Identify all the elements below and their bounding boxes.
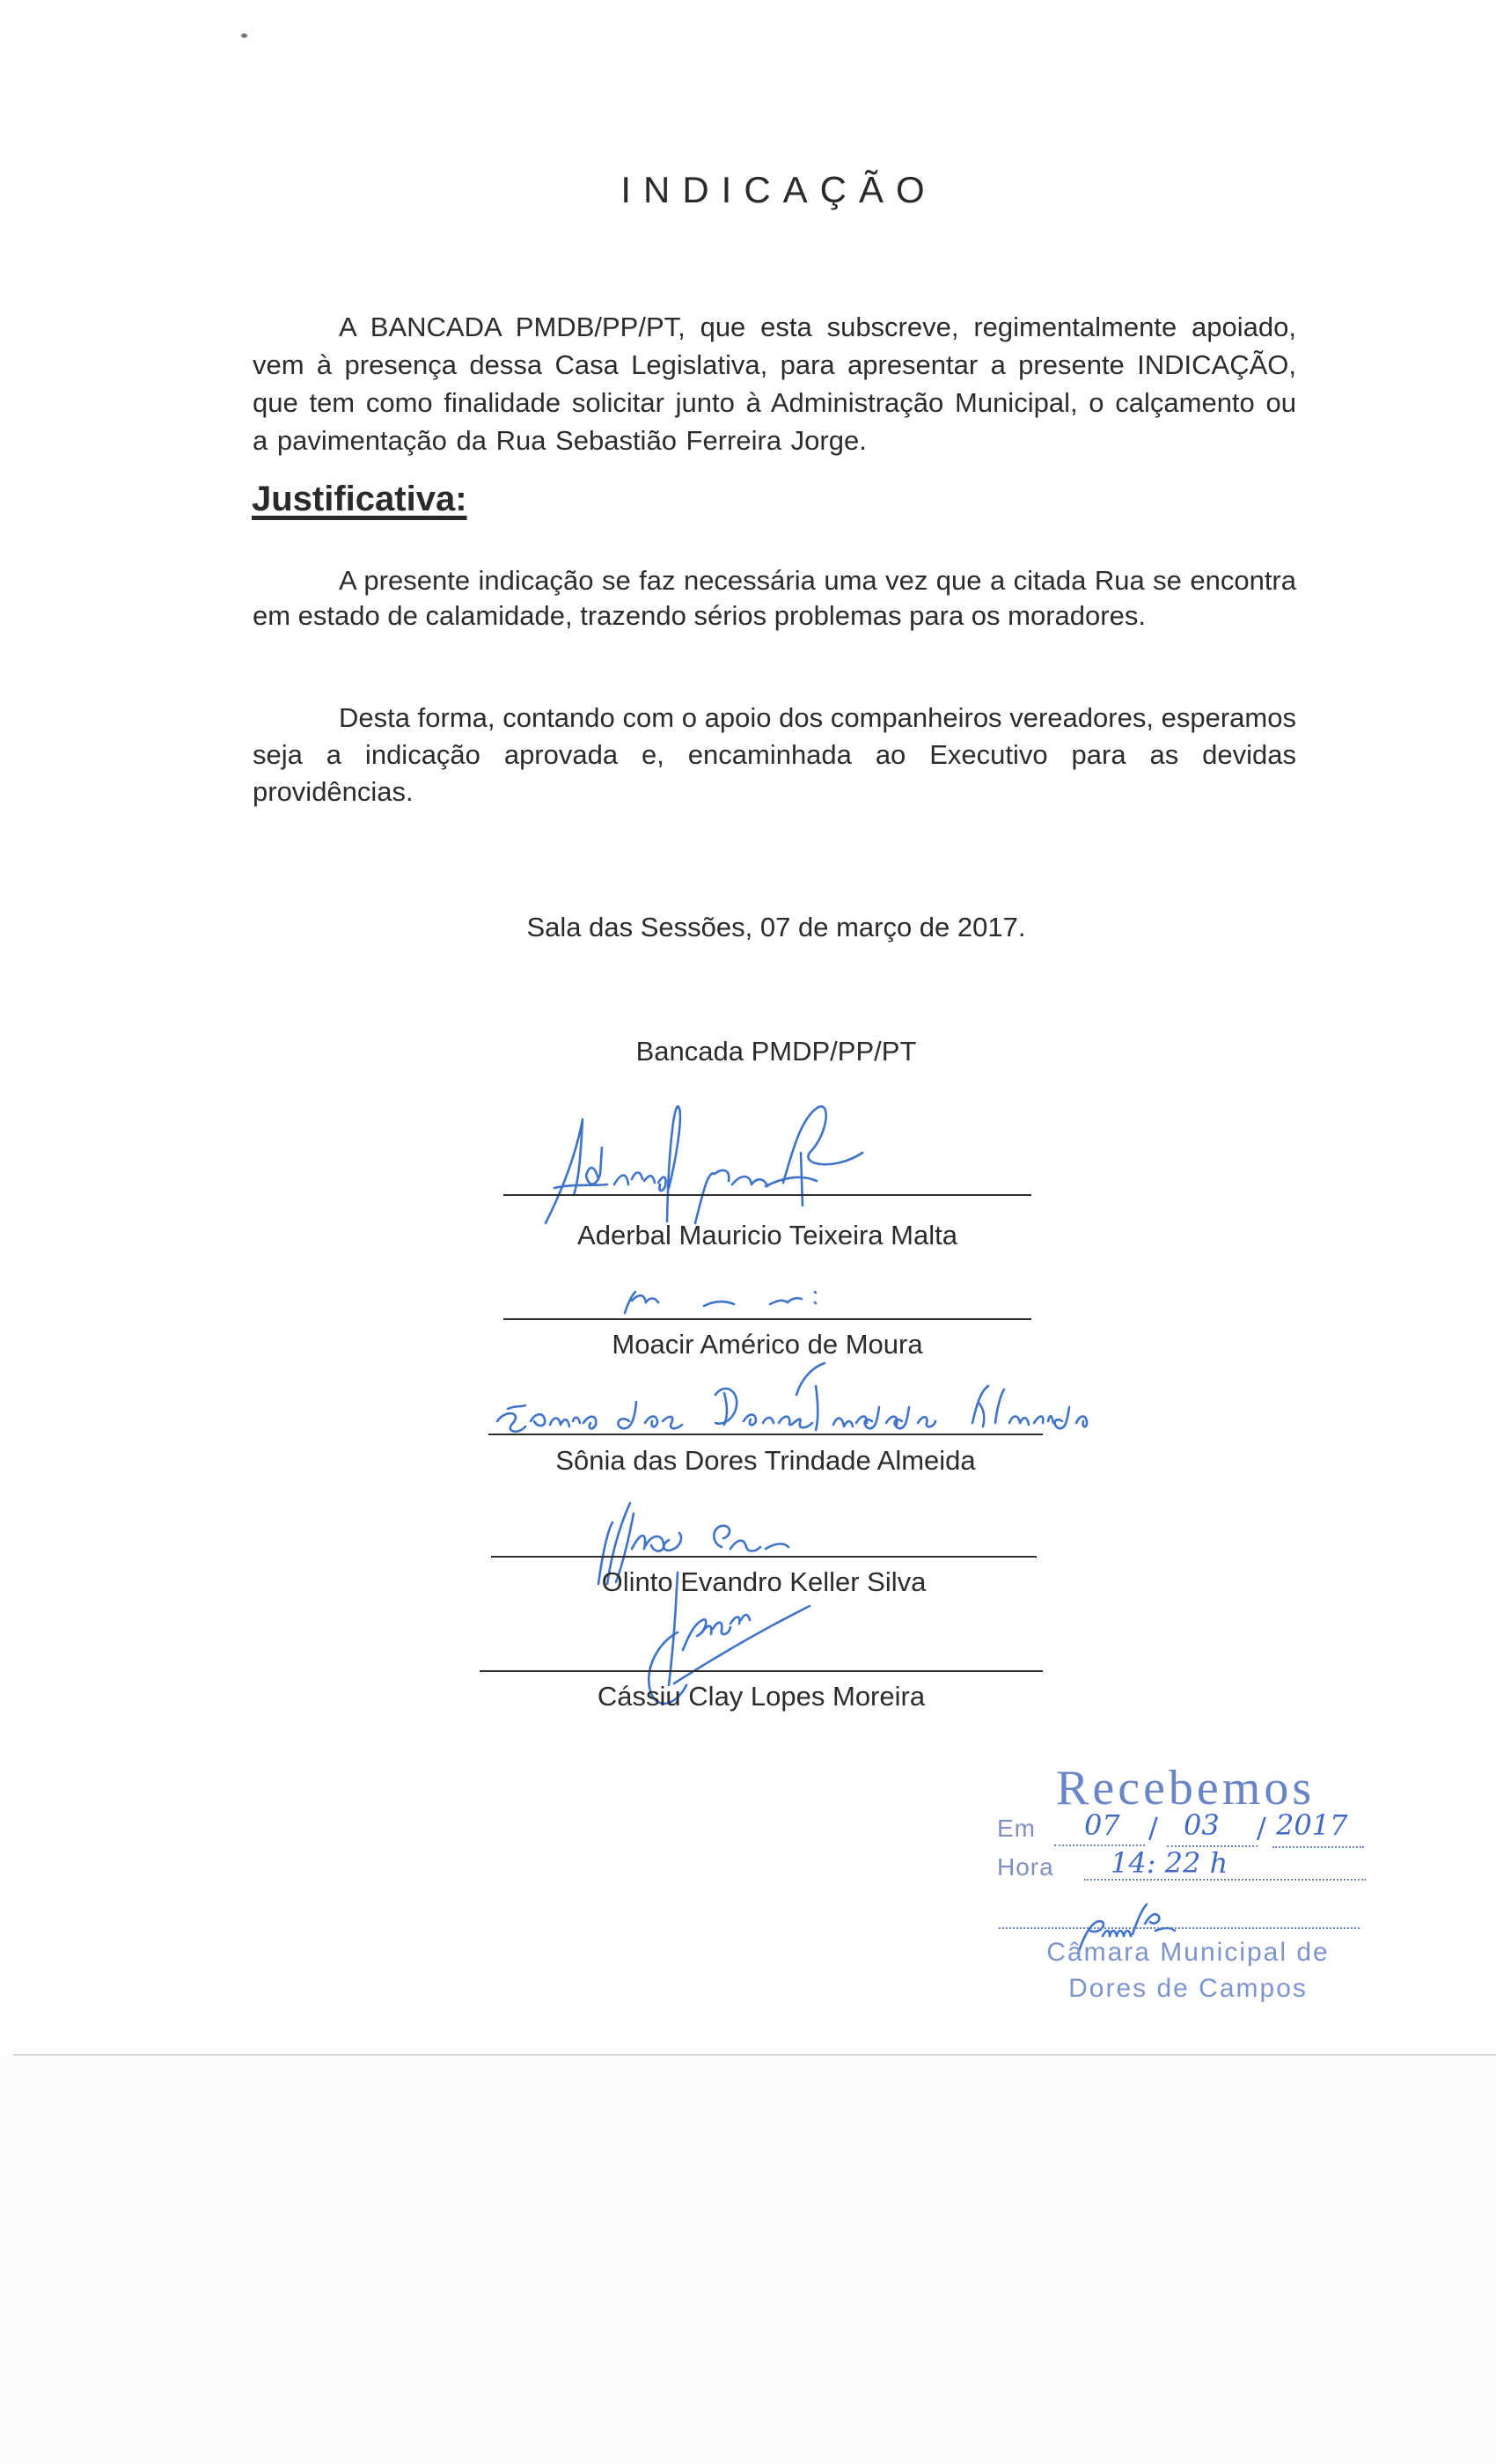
signature-line-3 xyxy=(488,1434,1043,1435)
stamp-month-value: 03 xyxy=(1184,1808,1220,1842)
stamp-year-value: 2017 xyxy=(1276,1808,1348,1842)
stamp-date-sep-2: / xyxy=(1257,1811,1266,1844)
stamp-date-sep-1: / xyxy=(1148,1811,1158,1844)
signature-moacir xyxy=(616,1285,880,1320)
justification-paragraph-1 xyxy=(253,563,1296,634)
signatory-name-3: Sônia das Dores Trindade Almeida xyxy=(555,1445,976,1476)
group-name: Bancada PMDP/PP/PT xyxy=(635,1036,917,1067)
stamp-time-value: 14: 22 h xyxy=(1111,1846,1228,1880)
intro-paragraph xyxy=(253,308,1296,459)
document-title: INDICAÇÃO xyxy=(620,169,937,210)
page-edge-line xyxy=(13,2054,1496,2056)
stamp-institution-line-1: Câmara Municipal de xyxy=(1046,1938,1330,1967)
signature-sonia xyxy=(488,1360,1096,1439)
signature-line-1 xyxy=(503,1194,1031,1196)
place-date: Sala das Sessões, 07 de março de 2017. xyxy=(526,912,1026,942)
justification-paragraph-2-text: Desta forma, contando com o apoio dos companheiros vereadores, esperamos seja a indicação aprovada e, encaminhada ao Executivo para as devidas providências. xyxy=(253,702,1296,807)
signatory-name-5: Cássiu Clay Lopes Moreira xyxy=(597,1681,926,1712)
signatory-name-4: Olinto Evandro Keller Silva xyxy=(601,1566,927,1597)
stamp-signature-line xyxy=(999,1927,1360,1929)
signatory-name-1: Aderbal Mauricio Teixeira Malta xyxy=(577,1220,957,1250)
justification-paragraph-2 xyxy=(253,700,1296,810)
signature-line-4 xyxy=(491,1556,1037,1558)
stamp-institution-line-2: Dores de Campos xyxy=(1068,1974,1308,2003)
justification-heading: Justificativa: xyxy=(252,480,467,518)
signatory-name-2: Moacir Américo de Moura xyxy=(612,1329,923,1360)
scan-speck xyxy=(241,33,247,38)
stamp-date-label: Em xyxy=(997,1815,1036,1842)
scan-lower-area xyxy=(0,2056,1496,2464)
stamp-title: Recebemos xyxy=(1056,1761,1316,1815)
signature-line-2 xyxy=(503,1318,1031,1320)
signature-aderbal xyxy=(528,1100,898,1232)
signature-line-5 xyxy=(480,1670,1043,1672)
justification-paragraph-1-text: A presente indicação se faz necessária uma vez que a citada Rua se encontra em estado de calamidade, trazendo sérios problemas para os moradores. xyxy=(253,565,1296,631)
intro-paragraph-text: A BANCADA PMDB/PP/PT, que esta subscreve, regimentalmente apoiado, vem à presença dessa Casa Legislativa, para apresentar a presente INDICAÇÃO, que tem como finalidade solicitar junto à Administração Municipal, o calçamento ou a pavimentação da Rua Sebastião Ferreira Jorge. xyxy=(253,312,1296,456)
stamp-time-label: Hora xyxy=(997,1853,1054,1881)
stamp-year-line xyxy=(1272,1846,1364,1848)
stamp-day-value: 07 xyxy=(1084,1808,1120,1842)
